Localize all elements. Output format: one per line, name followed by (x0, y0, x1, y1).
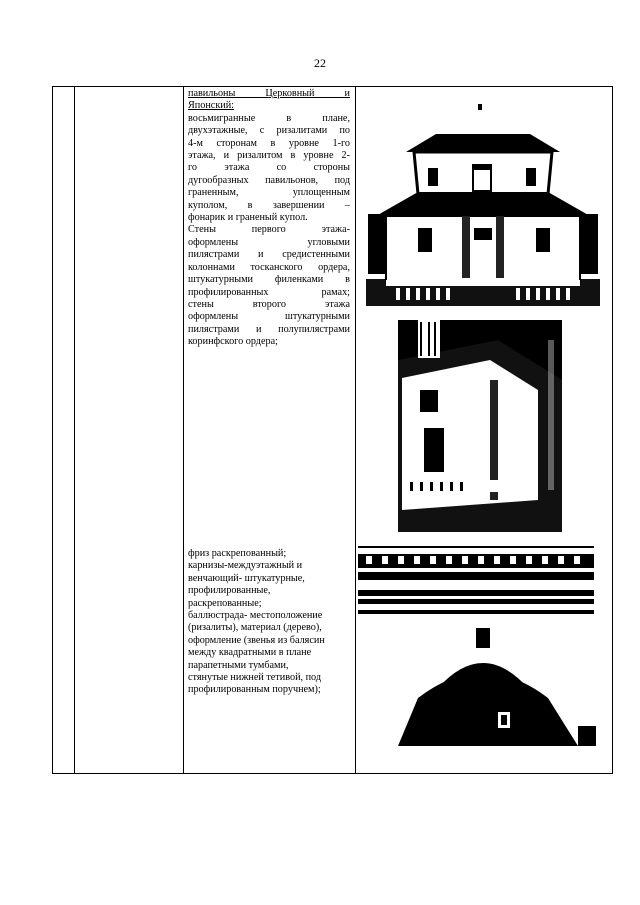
pavilion-corner-photo (398, 320, 562, 532)
column-divider-2 (183, 87, 184, 773)
text-line: раскрепованные; (188, 597, 262, 609)
text-line: восьмигранные в плане, (188, 112, 350, 124)
text-line: стянутые нижней тетивой, под (188, 672, 322, 684)
text-line: пилястрами и полупилястрами (188, 323, 350, 335)
dome-photo (378, 628, 596, 746)
column-divider-1 (74, 87, 75, 773)
cornice-frieze-photo (358, 546, 594, 614)
text-line: оформлены штукатурными (188, 311, 350, 323)
text-line: баллюстрада- местоположение (188, 610, 323, 622)
text-line: между квадратными в плане (188, 647, 312, 659)
column-divider-3 (355, 87, 356, 773)
text-line: дугообразных павильонов, под (188, 174, 350, 186)
heading-line: павильоны Церковный и (188, 88, 350, 99)
text-line: Стены первого этажа- (188, 224, 350, 236)
text-line: парапетными тумбами, (188, 659, 289, 671)
text-line: профилированных рамах; (188, 286, 350, 298)
octagonal-pavilion-photo (366, 104, 600, 306)
text-line: двухэтажные, с ризалитами по (188, 125, 350, 137)
text-line: стены второго этажа (188, 298, 350, 310)
text-line: колоннами тосканского ордера, (188, 261, 350, 273)
text-line: пилястрами и средистенными (188, 249, 350, 261)
text-line: этажа, и ризалитом в уровне 2- (188, 150, 350, 162)
text-line: венчающий- штукатурные, (188, 572, 305, 584)
text-line: граненным, уплощенным (188, 187, 350, 199)
text-line: оформлены угловыми (188, 236, 350, 248)
text-line: профилированные, (188, 585, 271, 597)
text-line: го этажа со стороны (188, 162, 350, 174)
heading-line: Японский: (188, 100, 234, 112)
text-line: фриз раскрепованный; (188, 548, 287, 559)
text-line: куполом, в завершении – (188, 199, 350, 211)
text-line: 4-м сторонам в уровне 1-го (188, 137, 350, 149)
description-upper (188, 88, 350, 349)
text-line: штукатурными филенками в (188, 274, 350, 286)
text-line: профилированным поручнем); (188, 684, 321, 696)
text-line: (ризалиты), материал (дерево), (188, 622, 322, 634)
description-lower (188, 548, 350, 697)
page-number: 22 (314, 56, 326, 70)
text-line: карнизы-междуэтажный и (188, 560, 303, 572)
text-line: фонарик и граненый купол. (188, 212, 308, 224)
text-line: оформление (звенья из балясин (188, 634, 325, 646)
text-line: коринфского ордера; (188, 336, 278, 348)
